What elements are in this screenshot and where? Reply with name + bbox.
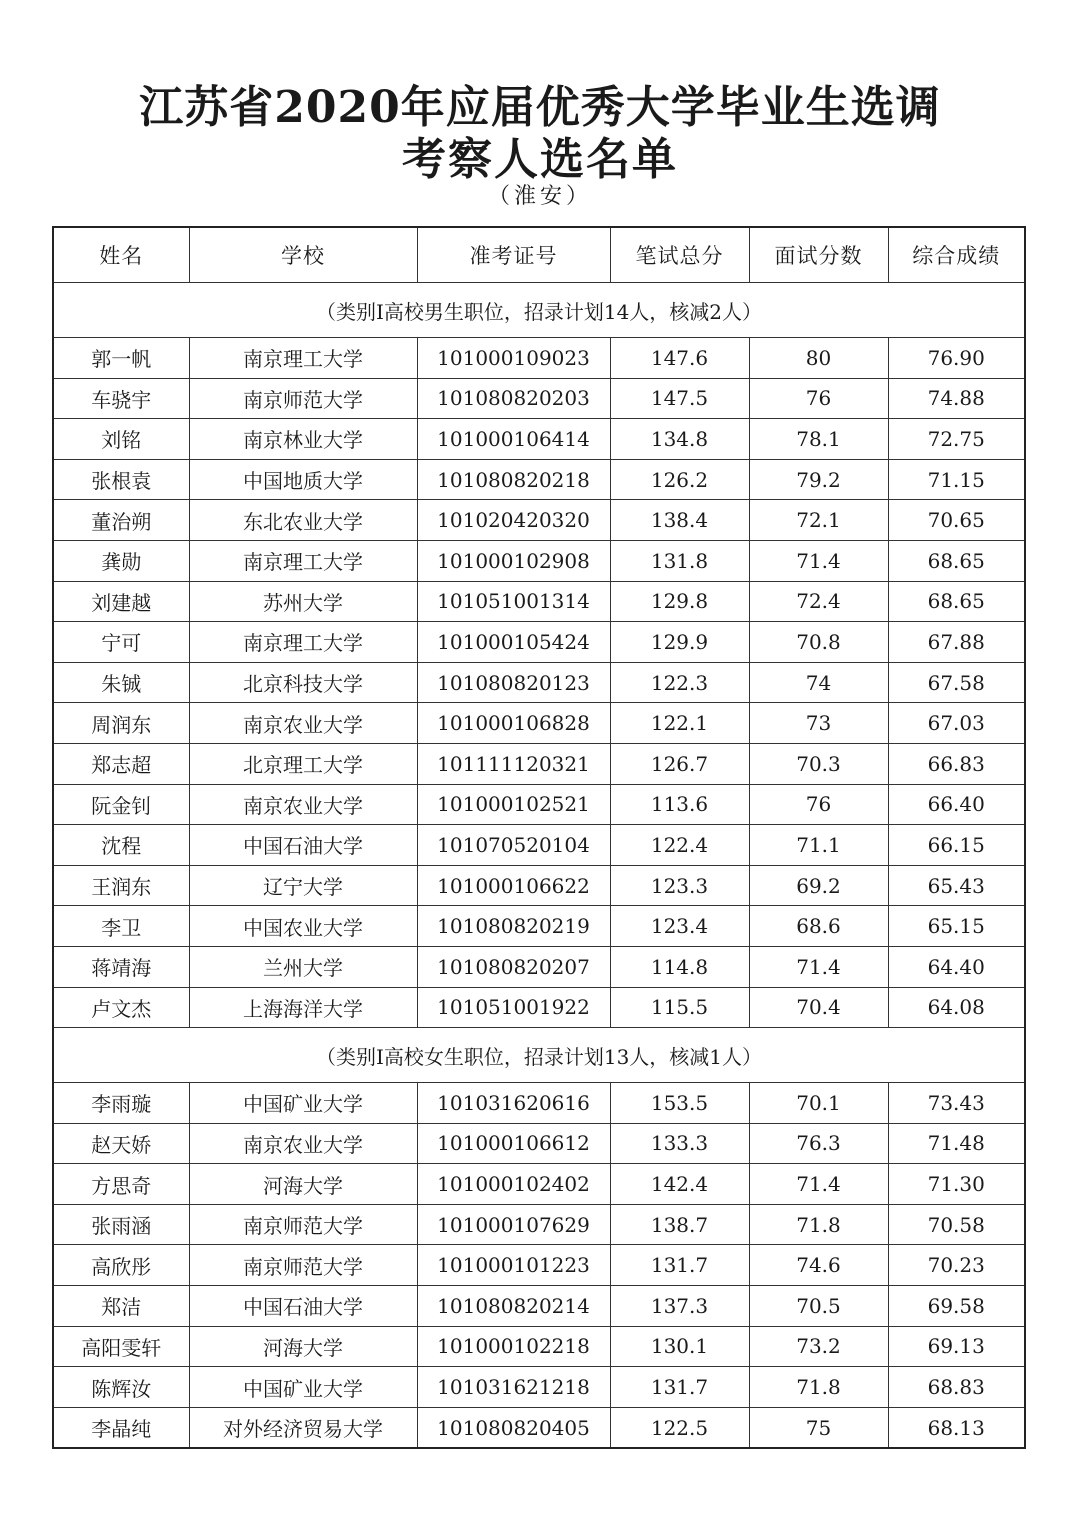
name-cell: 李卫 xyxy=(53,906,189,947)
interview-score-cell: 74.6 xyxy=(749,1245,888,1286)
table-row xyxy=(53,540,1025,581)
exam-id-cell: 101080820123 xyxy=(417,662,610,703)
exam-id-cell: 101080820203 xyxy=(417,378,610,419)
interview-score-cell: 71.4 xyxy=(749,946,888,987)
table-row xyxy=(53,581,1025,622)
school-cell: 上海海洋大学 xyxy=(189,987,417,1028)
table-row xyxy=(53,338,1025,379)
table-row xyxy=(53,662,1025,703)
written-score-cell: 138.4 xyxy=(610,500,749,541)
school-cell: 北京理工大学 xyxy=(189,743,417,784)
table-row xyxy=(53,906,1025,947)
table-header-row xyxy=(53,227,1025,283)
name-cell: 高欣彤 xyxy=(53,1245,189,1286)
interview-score-cell: 71.8 xyxy=(749,1367,888,1408)
written-score-cell: 122.3 xyxy=(610,662,749,703)
interview-score-cell: 70.8 xyxy=(749,622,888,663)
school-cell: 兰州大学 xyxy=(189,946,417,987)
school-cell: 南京农业大学 xyxy=(189,784,417,825)
name-cell: 车骁宇 xyxy=(53,378,189,419)
header-school: 学校 xyxy=(189,227,417,283)
total-score-cell: 70.23 xyxy=(888,1245,1025,1286)
interview-score-cell: 68.6 xyxy=(749,906,888,947)
interview-score-cell: 70.5 xyxy=(749,1286,888,1327)
interview-score-cell: 71.8 xyxy=(749,1204,888,1245)
total-score-cell: 65.43 xyxy=(888,865,1025,906)
written-score-cell: 123.4 xyxy=(610,906,749,947)
exam-id-cell: 101080820207 xyxy=(417,946,610,987)
total-score-cell: 67.88 xyxy=(888,622,1025,663)
school-cell: 北京科技大学 xyxy=(189,662,417,703)
name-cell: 王润东 xyxy=(53,865,189,906)
interview-score-cell: 70.3 xyxy=(749,743,888,784)
exam-id-cell: 101051001922 xyxy=(417,987,610,1028)
school-cell: 中国地质大学 xyxy=(189,459,417,500)
total-score-cell: 66.40 xyxy=(888,784,1025,825)
header-name: 姓名 xyxy=(53,227,189,283)
interview-score-cell: 70.1 xyxy=(749,1083,888,1124)
school-cell: 南京林业大学 xyxy=(189,419,417,460)
written-score-cell: 129.8 xyxy=(610,581,749,622)
written-score-cell: 137.3 xyxy=(610,1286,749,1327)
written-score-cell: 147.6 xyxy=(610,338,749,379)
name-cell: 朱铖 xyxy=(53,662,189,703)
interview-score-cell: 74 xyxy=(749,662,888,703)
exam-id-cell: 101051001314 xyxy=(417,581,610,622)
name-cell: 李雨璇 xyxy=(53,1083,189,1124)
table-row xyxy=(53,1123,1025,1164)
candidate-table xyxy=(52,226,1026,1449)
written-score-cell: 115.5 xyxy=(610,987,749,1028)
school-cell: 中国农业大学 xyxy=(189,906,417,947)
exam-id-cell: 101000106612 xyxy=(417,1123,610,1164)
written-score-cell: 130.1 xyxy=(610,1326,749,1367)
school-cell: 对外经济贸易大学 xyxy=(189,1407,417,1448)
name-cell: 方思奇 xyxy=(53,1164,189,1205)
table-row xyxy=(53,1407,1025,1448)
name-cell: 高阳雯轩 xyxy=(53,1326,189,1367)
written-score-cell: 138.7 xyxy=(610,1204,749,1245)
exam-id-cell: 101000106622 xyxy=(417,865,610,906)
header-written-score: 笔试总分 xyxy=(610,227,749,283)
interview-score-cell: 71.4 xyxy=(749,1164,888,1205)
exam-id-cell: 101031621218 xyxy=(417,1367,610,1408)
interview-score-cell: 78.1 xyxy=(749,419,888,460)
name-cell: 刘建越 xyxy=(53,581,189,622)
table-row xyxy=(53,703,1025,744)
total-score-cell: 73.43 xyxy=(888,1083,1025,1124)
exam-id-cell: 101111120321 xyxy=(417,743,610,784)
total-score-cell: 66.83 xyxy=(888,743,1025,784)
name-cell: 张雨涵 xyxy=(53,1204,189,1245)
name-cell: 赵天娇 xyxy=(53,1123,189,1164)
exam-id-cell: 101000102908 xyxy=(417,540,610,581)
name-cell: 郑志超 xyxy=(53,743,189,784)
school-cell: 南京农业大学 xyxy=(189,1123,417,1164)
exam-id-cell: 101020420320 xyxy=(417,500,610,541)
total-score-cell: 67.03 xyxy=(888,703,1025,744)
written-score-cell: 134.8 xyxy=(610,419,749,460)
written-score-cell: 153.5 xyxy=(610,1083,749,1124)
written-score-cell: 113.6 xyxy=(610,784,749,825)
exam-id-cell: 101000106828 xyxy=(417,703,610,744)
total-score-cell: 71.15 xyxy=(888,459,1025,500)
table-body xyxy=(53,283,1025,1449)
school-cell: 中国石油大学 xyxy=(189,1286,417,1327)
name-cell: 张根袁 xyxy=(53,459,189,500)
name-cell: 董治朔 xyxy=(53,500,189,541)
table-row xyxy=(53,1204,1025,1245)
written-score-cell: 114.8 xyxy=(610,946,749,987)
total-score-cell: 71.48 xyxy=(888,1123,1025,1164)
header-total-score: 综合成绩 xyxy=(888,227,1025,283)
written-score-cell: 126.2 xyxy=(610,459,749,500)
school-cell: 南京师范大学 xyxy=(189,1204,417,1245)
table-row xyxy=(53,987,1025,1028)
total-score-cell: 68.65 xyxy=(888,540,1025,581)
exam-id-cell: 101080820219 xyxy=(417,906,610,947)
total-score-cell: 67.58 xyxy=(888,662,1025,703)
total-score-cell: 64.40 xyxy=(888,946,1025,987)
name-cell: 龚勋 xyxy=(53,540,189,581)
section-caption: （类别Ⅰ高校男生职位，招录计划14人，核减2人） xyxy=(53,283,1025,338)
name-cell: 沈程 xyxy=(53,825,189,866)
interview-score-cell: 73.2 xyxy=(749,1326,888,1367)
name-cell: 阮金钊 xyxy=(53,784,189,825)
interview-score-cell: 71.1 xyxy=(749,825,888,866)
written-score-cell: 142.4 xyxy=(610,1164,749,1205)
total-score-cell: 66.15 xyxy=(888,825,1025,866)
header-exam-id: 准考证号 xyxy=(417,227,610,283)
interview-score-cell: 71.4 xyxy=(749,540,888,581)
name-cell: 刘铭 xyxy=(53,419,189,460)
school-cell: 辽宁大学 xyxy=(189,865,417,906)
total-score-cell: 71.30 xyxy=(888,1164,1025,1205)
school-cell: 中国矿业大学 xyxy=(189,1083,417,1124)
table-row xyxy=(53,865,1025,906)
written-score-cell: 123.3 xyxy=(610,865,749,906)
interview-score-cell: 70.4 xyxy=(749,987,888,1028)
school-cell: 南京师范大学 xyxy=(189,378,417,419)
written-score-cell: 122.4 xyxy=(610,825,749,866)
document-title-line-1: 江苏省2020年应届优秀大学毕业生选调 xyxy=(139,82,941,133)
exam-id-cell: 101000107629 xyxy=(417,1204,610,1245)
school-cell: 中国石油大学 xyxy=(189,825,417,866)
total-score-cell: 70.65 xyxy=(888,500,1025,541)
school-cell: 南京理工大学 xyxy=(189,338,417,379)
exam-id-cell: 101000102521 xyxy=(417,784,610,825)
total-score-cell: 74.88 xyxy=(888,378,1025,419)
interview-score-cell: 75 xyxy=(749,1407,888,1448)
total-score-cell: 68.13 xyxy=(888,1407,1025,1448)
exam-id-cell: 101031620616 xyxy=(417,1083,610,1124)
written-score-cell: 129.9 xyxy=(610,622,749,663)
table-row xyxy=(53,459,1025,500)
exam-id-cell: 101000106414 xyxy=(417,419,610,460)
document-subtitle: （淮安） xyxy=(487,184,592,209)
school-cell: 河海大学 xyxy=(189,1164,417,1205)
school-cell: 苏州大学 xyxy=(189,581,417,622)
total-score-cell: 68.83 xyxy=(888,1367,1025,1408)
total-score-cell: 64.08 xyxy=(888,987,1025,1028)
name-cell: 陈辉汝 xyxy=(53,1367,189,1408)
name-cell: 宁可 xyxy=(53,622,189,663)
exam-id-cell: 101000102402 xyxy=(417,1164,610,1205)
table-row xyxy=(53,419,1025,460)
interview-score-cell: 69.2 xyxy=(749,865,888,906)
interview-score-cell: 72.4 xyxy=(749,581,888,622)
table-row xyxy=(53,1286,1025,1327)
school-cell: 中国矿业大学 xyxy=(189,1367,417,1408)
header-interview-score: 面试分数 xyxy=(749,227,888,283)
interview-score-cell: 72.1 xyxy=(749,500,888,541)
table-row xyxy=(53,1083,1025,1124)
name-cell: 李晶纯 xyxy=(53,1407,189,1448)
total-score-cell: 65.15 xyxy=(888,906,1025,947)
total-score-cell: 69.13 xyxy=(888,1326,1025,1367)
interview-score-cell: 76 xyxy=(749,378,888,419)
exam-id-cell: 101080820405 xyxy=(417,1407,610,1448)
written-score-cell: 147.5 xyxy=(610,378,749,419)
table-row xyxy=(53,378,1025,419)
total-score-cell: 76.90 xyxy=(888,338,1025,379)
exam-id-cell: 101000105424 xyxy=(417,622,610,663)
written-score-cell: 131.7 xyxy=(610,1367,749,1408)
written-score-cell: 131.8 xyxy=(610,540,749,581)
table-row xyxy=(53,825,1025,866)
interview-score-cell: 76.3 xyxy=(749,1123,888,1164)
interview-score-cell: 76 xyxy=(749,784,888,825)
total-score-cell: 69.58 xyxy=(888,1286,1025,1327)
section-caption: （类别Ⅰ高校女生职位，招录计划13人，核减1人） xyxy=(53,1028,1025,1083)
name-cell: 卢文杰 xyxy=(53,987,189,1028)
written-score-cell: 122.5 xyxy=(610,1407,749,1448)
school-cell: 南京理工大学 xyxy=(189,622,417,663)
school-cell: 南京农业大学 xyxy=(189,703,417,744)
section-caption-row xyxy=(53,283,1025,338)
table-row xyxy=(53,1245,1025,1286)
school-cell: 东北农业大学 xyxy=(189,500,417,541)
interview-score-cell: 79.2 xyxy=(749,459,888,500)
total-score-cell: 68.65 xyxy=(888,581,1025,622)
school-cell: 南京理工大学 xyxy=(189,540,417,581)
total-score-cell: 70.58 xyxy=(888,1204,1025,1245)
exam-id-cell: 101000101223 xyxy=(417,1245,610,1286)
table-row xyxy=(53,743,1025,784)
school-cell: 南京师范大学 xyxy=(189,1245,417,1286)
table-row xyxy=(53,946,1025,987)
exam-id-cell: 101080820214 xyxy=(417,1286,610,1327)
table-row xyxy=(53,622,1025,663)
written-score-cell: 133.3 xyxy=(610,1123,749,1164)
exam-id-cell: 101000109023 xyxy=(417,338,610,379)
total-score-cell: 72.75 xyxy=(888,419,1025,460)
table-row xyxy=(53,1164,1025,1205)
table-row xyxy=(53,500,1025,541)
name-cell: 郑洁 xyxy=(53,1286,189,1327)
school-cell: 河海大学 xyxy=(189,1326,417,1367)
written-score-cell: 131.7 xyxy=(610,1245,749,1286)
written-score-cell: 122.1 xyxy=(610,703,749,744)
name-cell: 郭一帆 xyxy=(53,338,189,379)
exam-id-cell: 101070520104 xyxy=(417,825,610,866)
name-cell: 蒋靖海 xyxy=(53,946,189,987)
interview-score-cell: 80 xyxy=(749,338,888,379)
exam-id-cell: 101080820218 xyxy=(417,459,610,500)
exam-id-cell: 101000102218 xyxy=(417,1326,610,1367)
section-caption-row xyxy=(53,1028,1025,1083)
interview-score-cell: 73 xyxy=(749,703,888,744)
table-row xyxy=(53,1326,1025,1367)
table-row xyxy=(53,1367,1025,1408)
table-row xyxy=(53,784,1025,825)
written-score-cell: 126.7 xyxy=(610,743,749,784)
document-title-line-2: 考察人选名单 xyxy=(402,134,678,185)
name-cell: 周润东 xyxy=(53,703,189,744)
